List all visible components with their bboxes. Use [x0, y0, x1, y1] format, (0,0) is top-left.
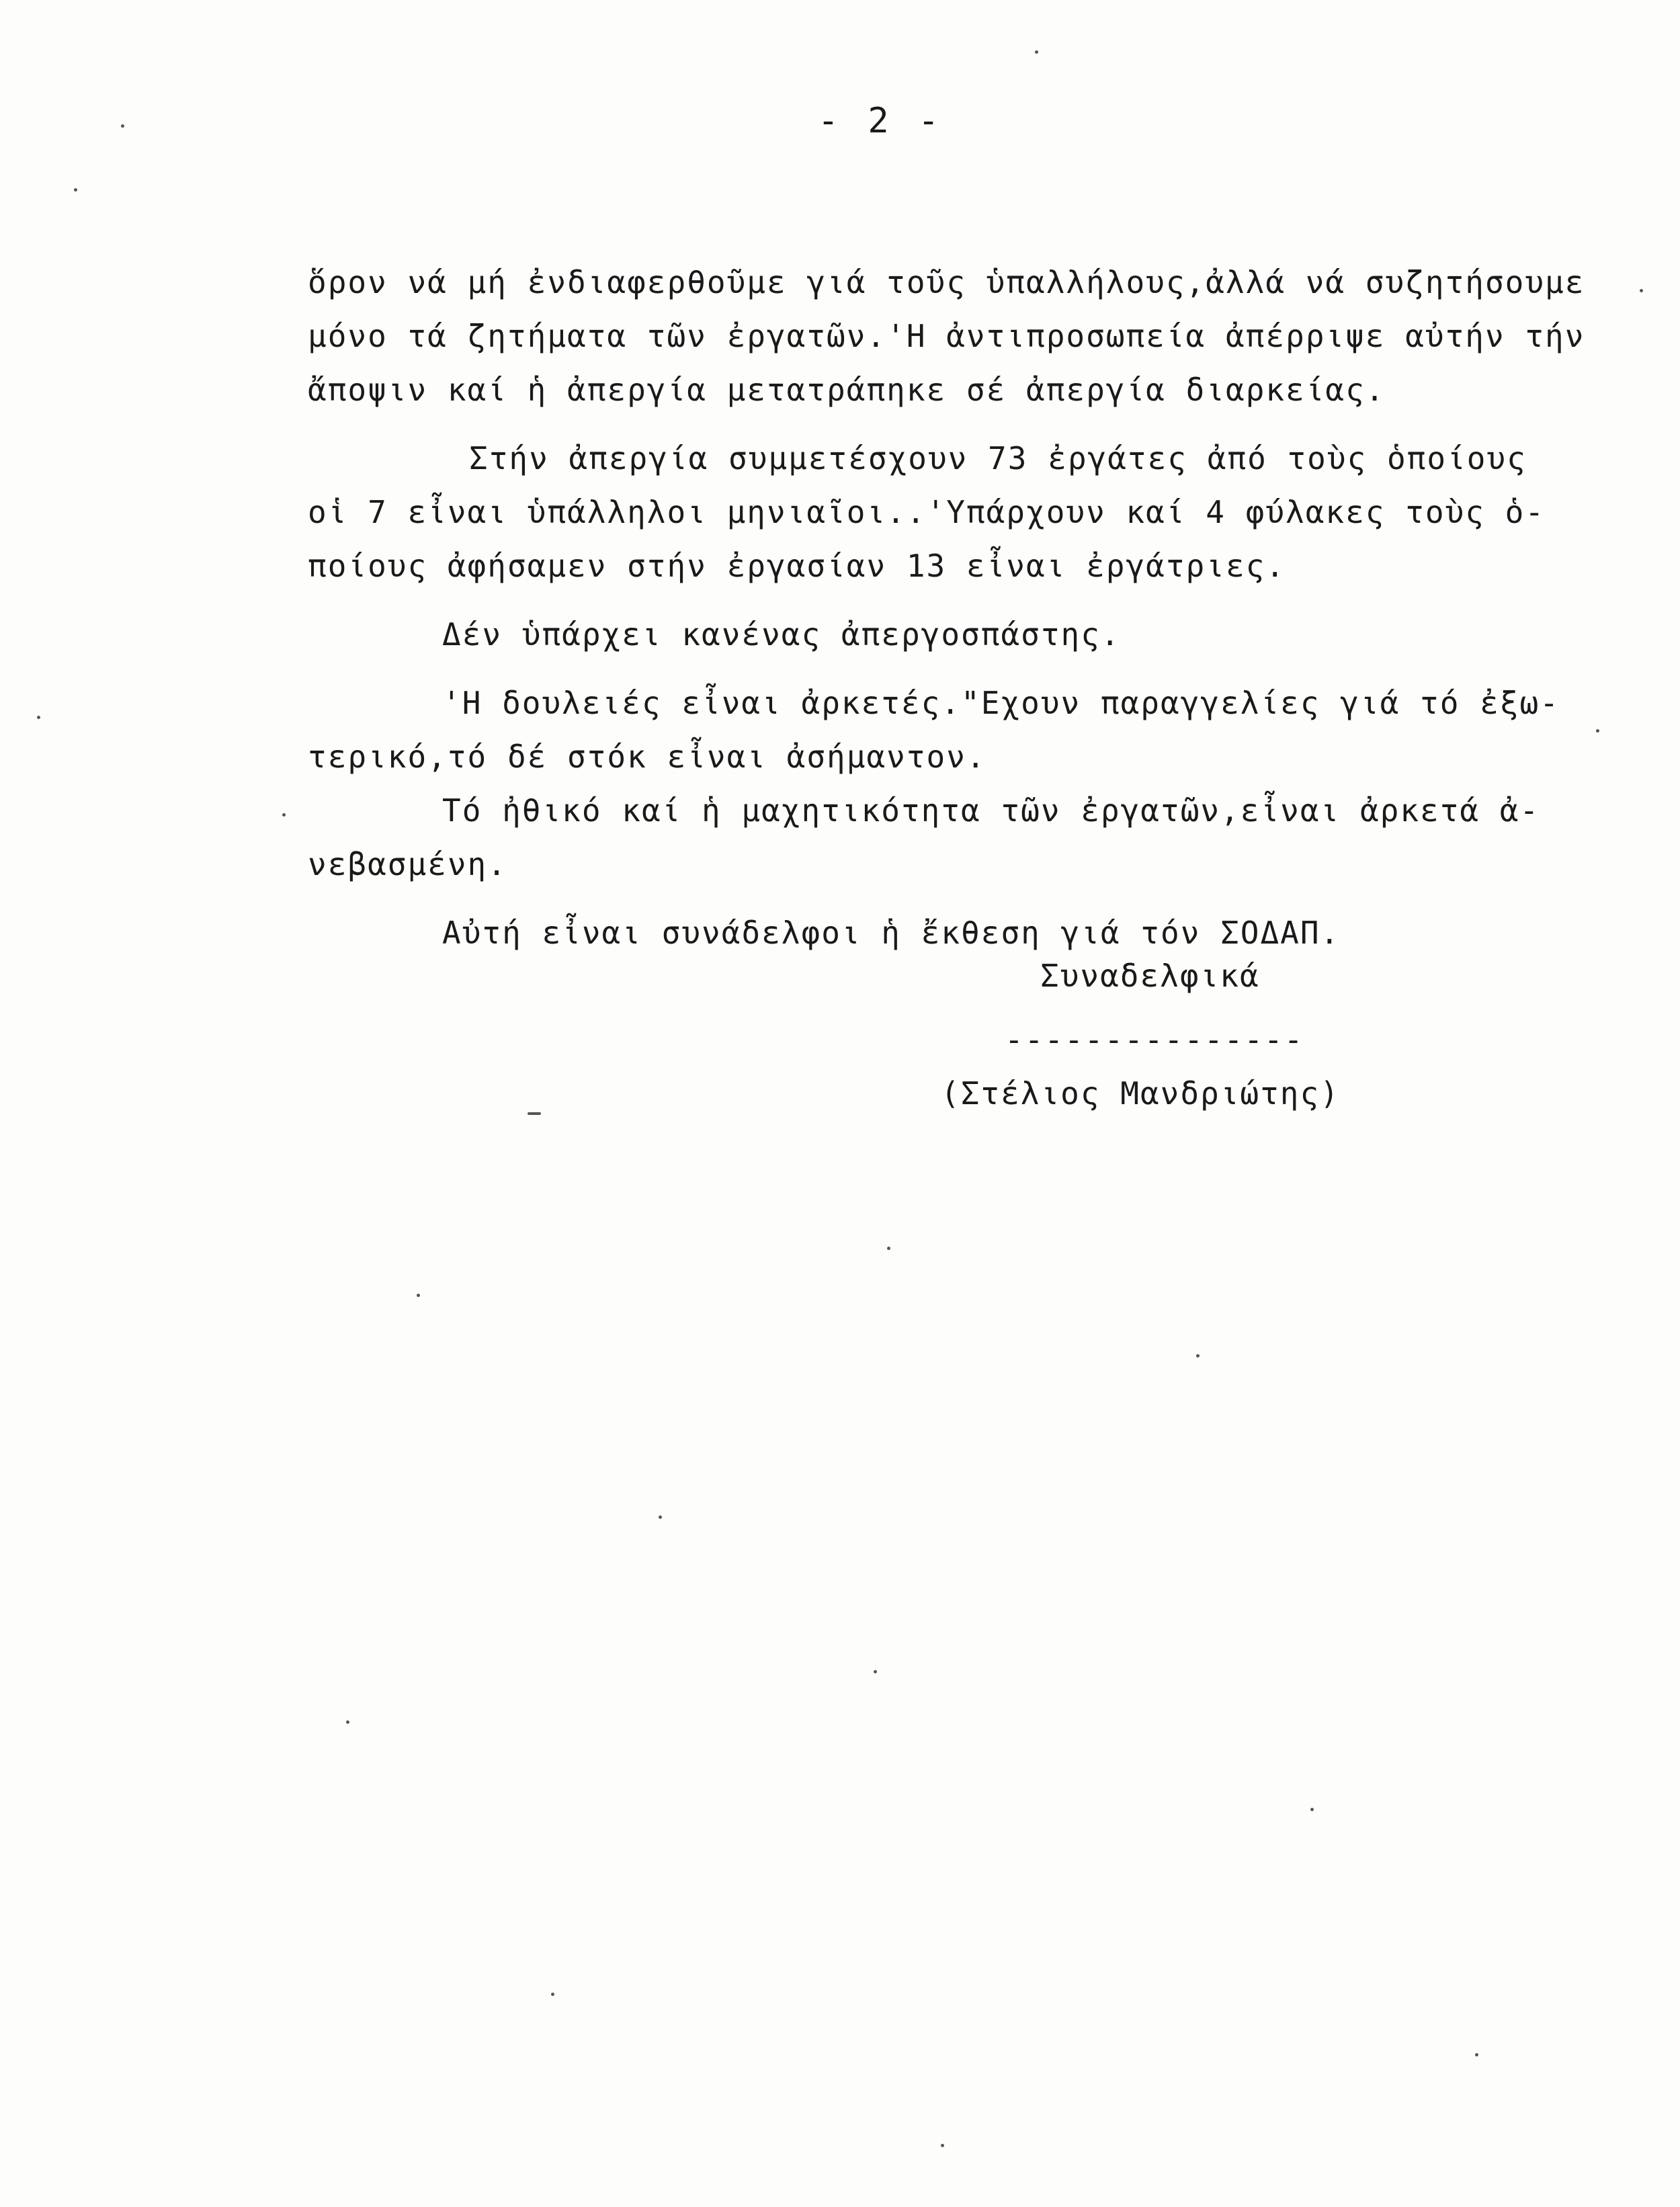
scan-speck: [941, 2144, 944, 2147]
scan-speck: [1475, 2053, 1478, 2056]
scan-speck: [887, 1247, 890, 1250]
scan-speck: [346, 1720, 349, 1724]
body-line: Στήν ἀπεργία συμμετέσχουν 73 ἐργάτες ἀπό τοὺς ὁποίους: [469, 440, 1527, 476]
body-line: μόνο τά ζητήματα τῶν ἐργατῶν.'Η ἀντιπροσωπεία ἀπέρριψε αὐτήν τήν: [308, 318, 1585, 354]
closing-salutation: Συναδελφικά: [1040, 958, 1260, 994]
scan-speck: [659, 1515, 662, 1519]
body-line: Δέν ὑπάρχει κανένας ἀπεργοσπάστης.: [442, 616, 1121, 653]
scan-speck: [121, 124, 124, 128]
scan-speck: [74, 188, 77, 192]
body-line: 'Η δουλειές εἶναι ἀρκετές."Εχουν παραγγελίες γιά τό ἐξω-: [442, 685, 1560, 721]
body-line: ποίους ἀφήσαμεν στήν ἐργασίαν 13 εἶναι ἐργάτριες.: [308, 548, 1286, 584]
scan-speck: [1035, 50, 1038, 54]
body-line: Αὐτή εἶναι συνάδελφοι ἡ ἔκθεση γιά τόν ΣΟΔΑΠ.: [442, 915, 1341, 951]
scan-speck: [1640, 289, 1643, 292]
scan-speck: [551, 1993, 554, 1996]
scan-speck: [874, 1670, 877, 1673]
body-line: ὅρον νά μή ἐνδιαφερθοῦμε γιά τοῦς ὑπαλλήλους,ἀλλά νά συζητήσουμε: [308, 264, 1585, 300]
letter-body: [308, 255, 1598, 960]
body-line: οἱ 7 εἶναι ὑπάλληλοι μηνιαῖοι..'Υπάρχουν καί 4 φύλακες τοὺς ὁ-: [308, 494, 1546, 530]
scan-speck: [37, 716, 40, 719]
body-line: Τό ἠθικό καί ἡ μαχητικότητα τῶν ἐργατῶν,εἶναι ἀρκετά ἀ-: [442, 792, 1540, 829]
body-line: τερικό,τό δέ στόκ εἶναι ἀσήμαντον.: [308, 739, 986, 775]
body-line: νεβασμένη.: [308, 846, 507, 882]
scan-speck: [417, 1294, 420, 1297]
page-number: - 2 -: [817, 101, 943, 141]
scan-speck: [282, 813, 286, 817]
scan-speck: [1310, 1808, 1314, 1811]
signatory-name: (Στέλιος Μανδριώτης): [941, 1075, 1340, 1112]
signature-line: ---------------: [1005, 1022, 1304, 1058]
scan-speck: [1196, 1354, 1200, 1358]
scan-speck: [528, 1112, 541, 1115]
body-line: ἄποψιν καί ἡ ἀπεργία μετατράπηκε σέ ἀπεργία διαρκείας.: [308, 372, 1386, 408]
scan-speck: [1596, 729, 1599, 733]
